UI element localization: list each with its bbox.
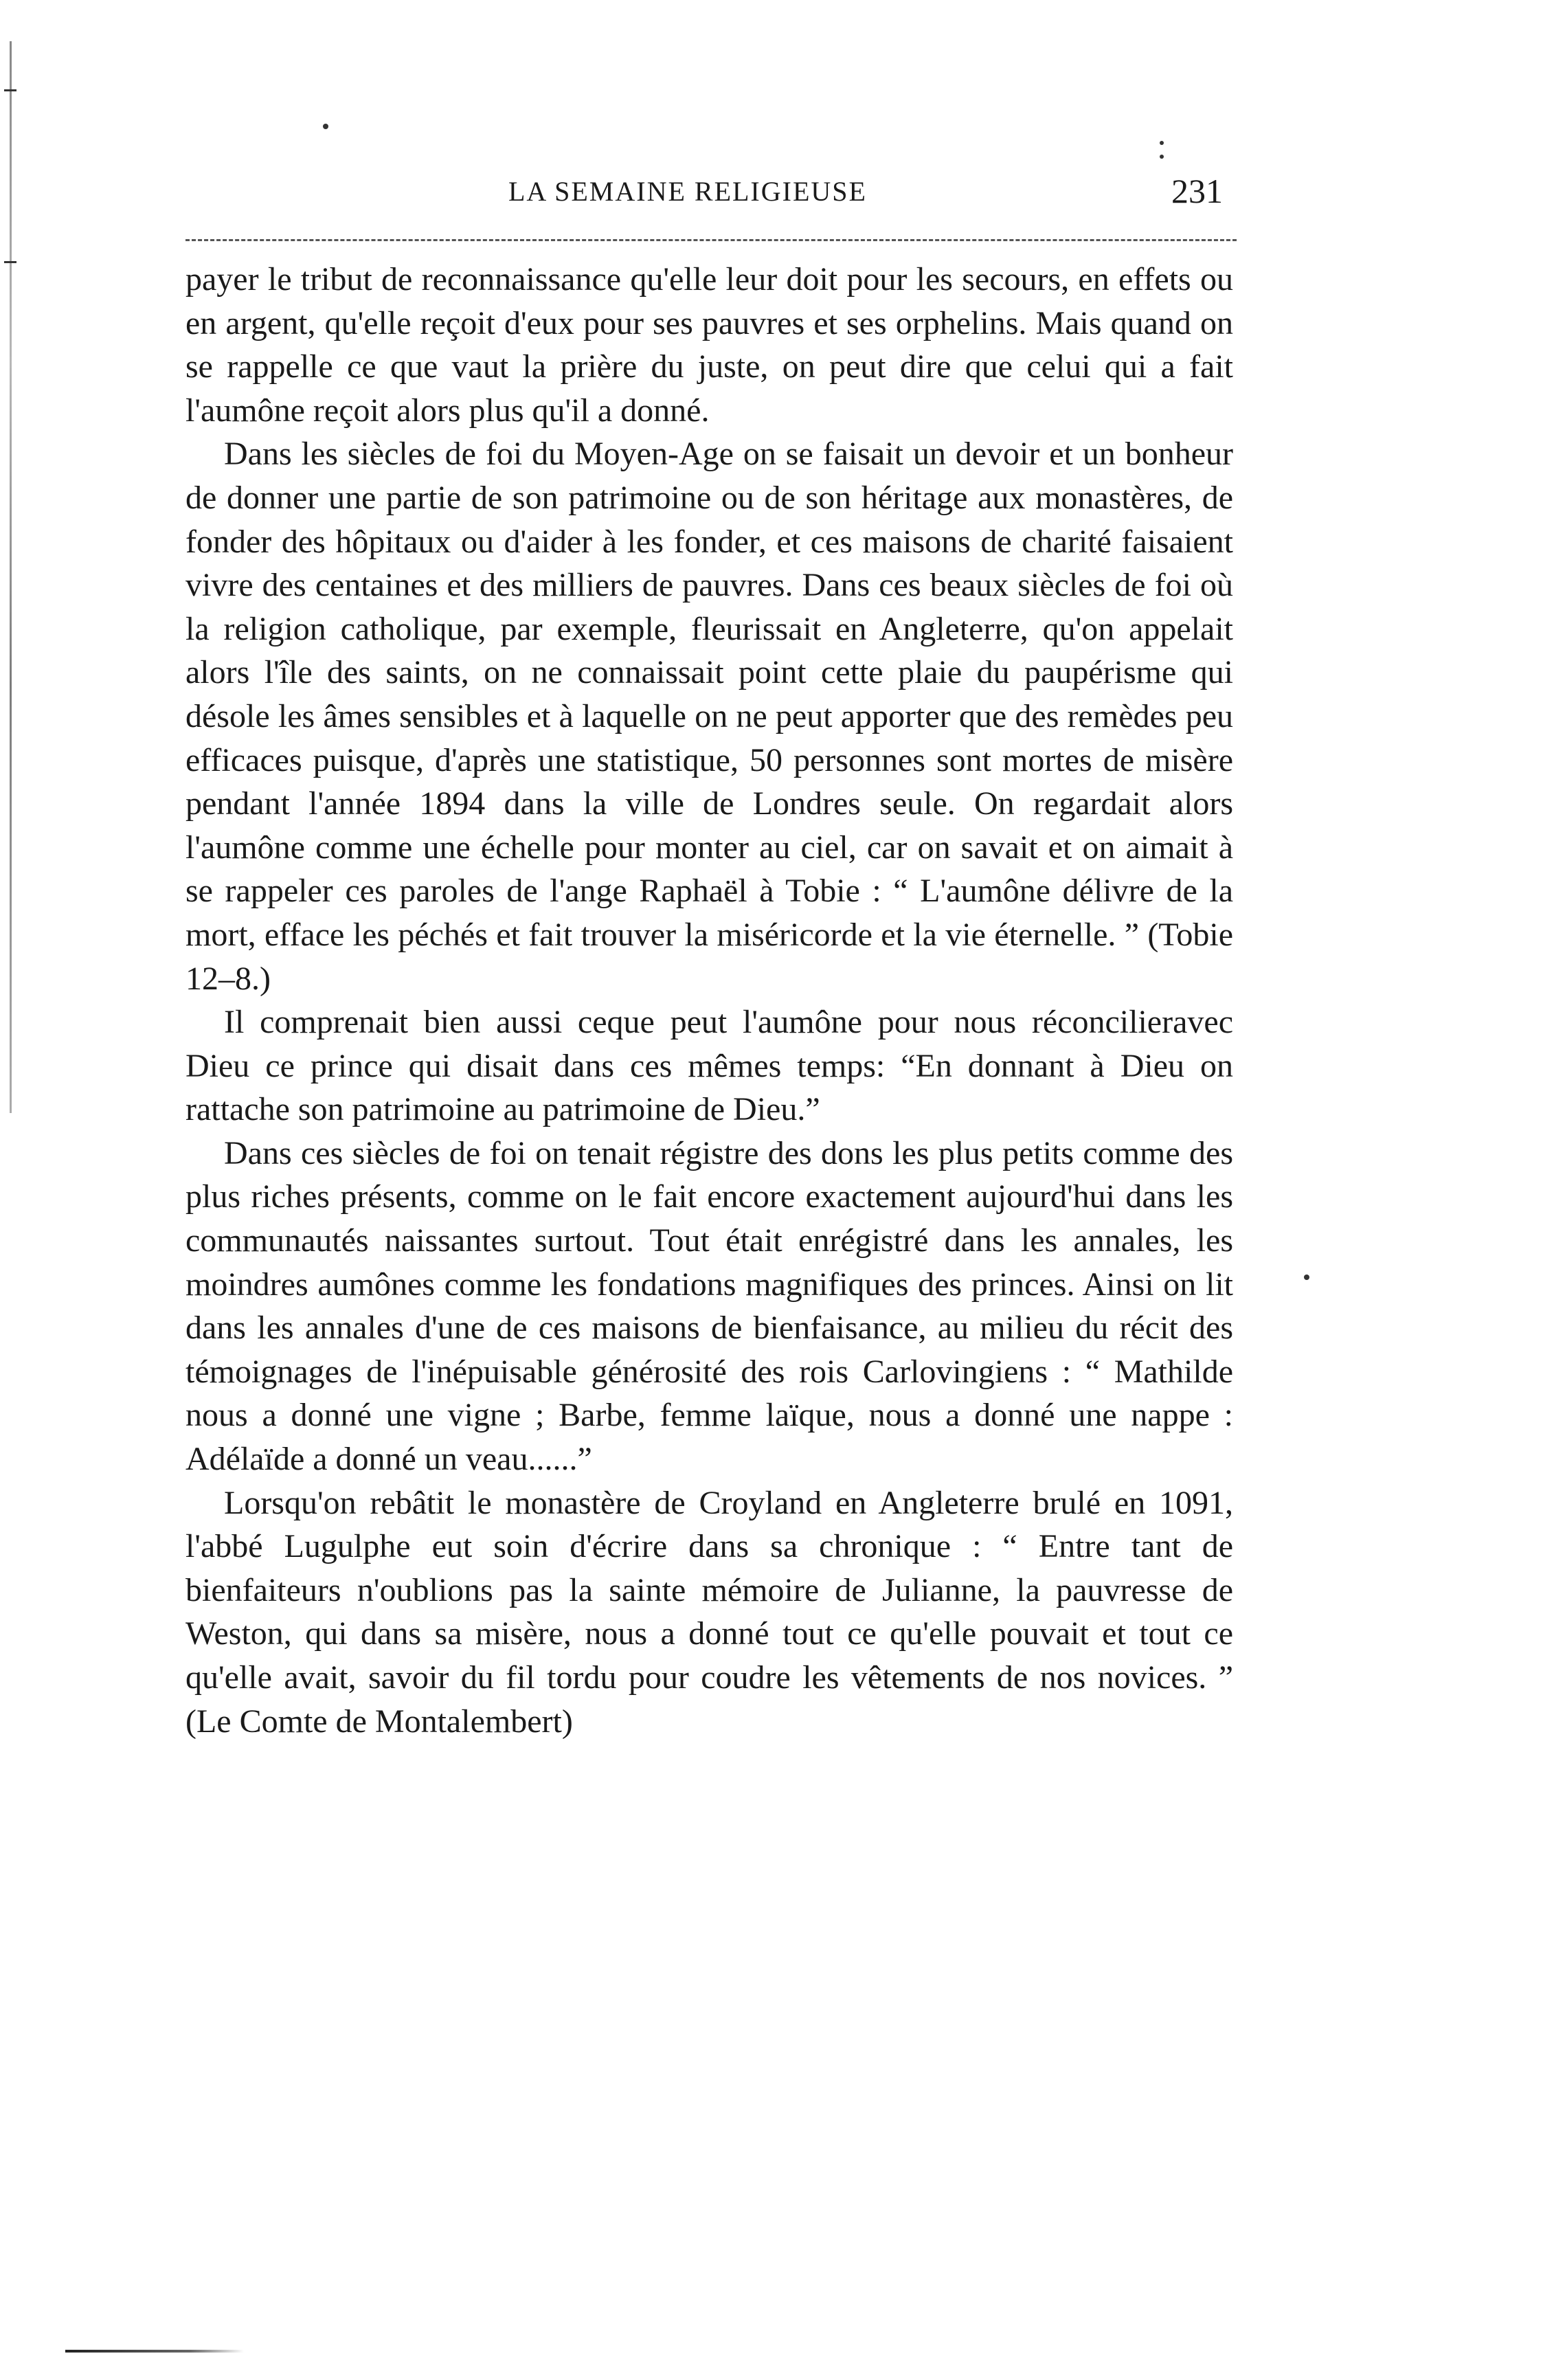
paragraph: payer le tribut de reconnaissance qu'elle leur doit pour les secours, en effets ou en argent, qu'elle reçoit d'eux pour ses pauvres et ses orphelins. Mais quand on se rappelle ce que vaut la prière du juste, on peut dire que celui qui a fait l'aumône reçoit alors plus qu'il a donné.	[185, 261, 1233, 429]
page-edge-tick	[4, 261, 16, 263]
ink-speck	[323, 124, 328, 129]
page-edge-shadow	[10, 41, 12, 1113]
ink-speck	[1160, 155, 1164, 159]
paragraph: Dans les siècles de foi du Moyen-Age on se faisait un devoir et un bonheur de donner une partie de son patrimoine ou de son héritage aux monastères, de fonder des hôpitaux ou d'aider à les fonder, et ces maisons de charité faisaient vivre des centaines et des milliers de pauvres. Dans ces beaux siècles de foi où la religion catholique, par exemple, fleurissait en Angleterre, qu'on appelait alors l'île des saints, on ne connaissait point cette plaie du paupérisme qui désole les âmes sensibles et à laquelle on ne peut apporter que des remèdes peu efficaces puisque, d'après une statistique, 50 personnes sont mortes de misère pendant l'année 1894 dans la ville de Londres seule. On regardait alors l'aumône comme une échelle pour monter au ciel, car on savait et on aimait à se rappeler ces paroles de l'ange Raphaël à Tobie : “ L'aumône délivre de la mort, efface les péchés et fait trouver la miséricorde et la vie éternelle. ” (Tobie 12–8.)	[185, 436, 1233, 997]
paragraph: Dans ces siècles de foi on tenait régistre des dons les plus petits comme des plus riches présents, comme on le fait encore exactement aujourd'hui dans les communautés naissantes surtout. Tout était enrégistré dans les annales, les moindres aumônes comme les fondations magnifiques des princes. Ainsi on lit dans les annales d'une de ces maisons de bienfaisance, au milieu du récit des témoignages de l'inépuisable générosité des rois Carlovingiens : “ Mathilde nous a donné une vigne ; Barbe, femme laïque, nous a donné une nappe : Adélaïde a donné un veau......”	[185, 1134, 1233, 1478]
ink-speck	[1160, 141, 1164, 145]
page-header	[185, 172, 1237, 223]
page-number: 231	[1171, 172, 1223, 210]
page-edge-tick	[4, 89, 16, 91]
paragraph: Lorsqu'on rebâtit le monastère de Croyland en Angleterre brulé en 1091, l'abbé Lugulphe eut soin d'écrire dans sa chronique : “ Entre tant de bienfaiteurs n'oublions pas la sainte mémoire de Julianne, la pauvresse de Weston, qui dans sa misère, nous a donné tout ce qu'elle pouvait et tout ce qu'elle avait, savoir du fil tordu pour coudre les vêtements de nos novices. ” (Le Comte de Montalembert)	[185, 1484, 1233, 1740]
header-rule	[185, 239, 1237, 241]
bottom-edge-mark	[65, 2350, 244, 2353]
body-text	[185, 258, 1233, 1743]
paragraph: Il comprenait bien aussi ceque peut l'aumône pour nous réconcilieravec Dieu ce prince qui disait dans ces mêmes temps: “En donnant à Dieu on rattache son patrimoine au patrimoine de Dieu.”	[185, 1004, 1233, 1128]
running-title: LA SEMAINE RELIGIEUSE	[508, 176, 867, 207]
ink-speck	[1304, 1275, 1309, 1280]
